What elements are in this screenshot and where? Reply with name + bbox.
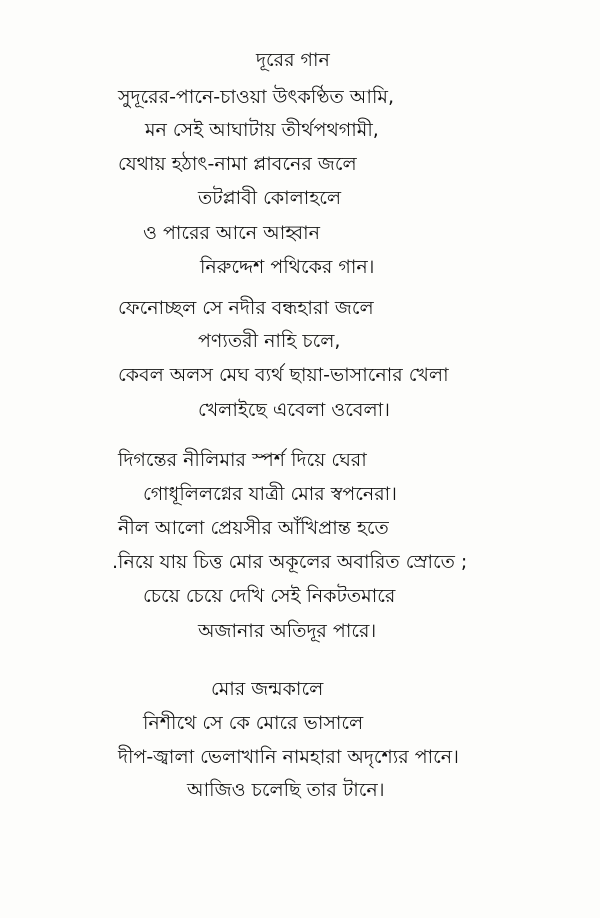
poem-line: পণ্যতরী নাহি চলে, [198,330,341,352]
poem-line: আজিও চলেছি তার টানে। [187,779,385,801]
poem-line: নিশীথে সে কে মোরে ভাসালে [143,712,364,734]
poem-line: অজানার অতিদূর পারে। [198,620,377,642]
poem-line: যেথায় হঠাৎ-নামা প্লাবনের জলে [118,153,357,175]
poem-line: নিরুদ্দেশ পথিকের গান। [200,256,375,278]
poem-line: গোধূলিলগ্নের যাত্রী মোর স্বপনেরা। [143,483,397,505]
poem-line: ও পারের আনে আহ্বান [143,222,320,244]
poem-line: দিগন্তের নীলিমার স্পর্শ দিয়ে ঘেরা [118,449,367,471]
poem-title: দূরের গান [256,49,330,71]
poem-line: মোর জন্মকালে [211,678,324,700]
poem-line: মন সেই আঘাটায় তীর্থপথগামী, [145,119,379,141]
poem-line: কেবল অলস মেঘ ব্যর্থ ছায়া-ভাসানোর খেলা [118,364,449,386]
poem-line: নীল আলো প্রেয়সীর আঁখিপ্রান্ত হতে [118,517,389,539]
poem-line: সুদূরের-পানে-চাওয়া উৎকণ্ঠিত আমি, [118,86,394,108]
poem-line: দীপ-জ্বালা ভেলাখানি নামহারা অদৃশ্যের পানে। [118,746,459,768]
poem-line: .নিয়ে যায় চিত্ত মোর অকূলের অবারিত স্রোতে ; [112,551,468,573]
poem-line: ফেনোচ্ছল সে নদীর বন্ধহারা জলে [118,297,374,319]
poem-line: খেলাইছে এবেলা ওবেলা। [198,399,390,421]
poem-line: চেয়ে চেয়ে দেখি সেই নিকটতমারে [143,585,396,607]
poem-line: তটপ্লাবী কোলাহলে [198,187,342,209]
